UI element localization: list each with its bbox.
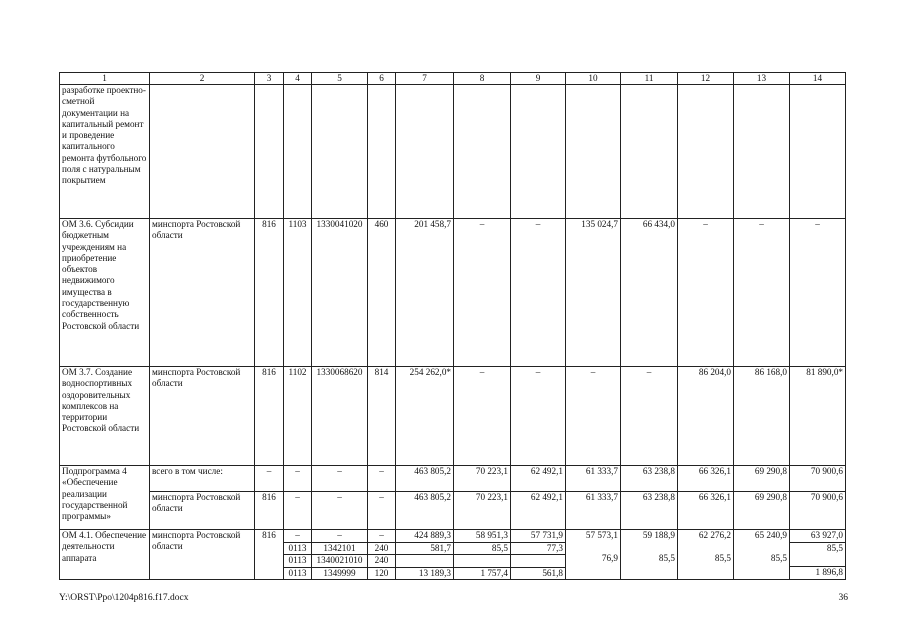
measure-name: ОМ 3.7. Создание водноспортивных оздоровительных комплексов на территории Ростовской области	[60, 367, 150, 466]
value-cell	[734, 542, 789, 554]
csr-code: –	[337, 530, 342, 540]
value-cell: –	[511, 219, 566, 367]
value-cell: 63 238,8	[621, 466, 678, 492]
csr-code: 1330041020	[312, 219, 368, 367]
vr-code: 814	[368, 367, 396, 466]
value-cell: 69 290,8	[734, 492, 790, 530]
rz-code: 0113	[284, 554, 311, 567]
vr-code: –	[368, 492, 396, 530]
value-cell: 70 223,1	[454, 466, 511, 492]
col-header: 8	[454, 73, 511, 85]
col-header: 3	[255, 73, 284, 85]
value-cell: 62 492,1	[511, 492, 566, 530]
value-cell: 61 333,7	[566, 466, 621, 492]
value-cell	[621, 565, 677, 577]
value-cell: 85,5	[714, 553, 731, 563]
vr-code	[368, 85, 396, 219]
csr-code: –	[312, 492, 368, 530]
value-cell: 85,5	[454, 542, 510, 555]
value-cell: 1 757,4	[454, 567, 510, 580]
value-cell: –	[678, 219, 734, 367]
header-row	[60, 73, 846, 85]
value-cell: 424 889,3	[414, 530, 451, 540]
value-cell: –	[790, 219, 846, 367]
value-cell	[734, 85, 790, 219]
v7-subcells	[396, 530, 454, 580]
value-cell: 66 326,1	[678, 466, 734, 492]
value-cell: 70 900,6	[790, 492, 846, 530]
vr-code: 460	[368, 219, 396, 367]
value-cell	[454, 85, 511, 219]
col-header: 9	[511, 73, 566, 85]
vr-code: 120	[368, 567, 395, 580]
csr-code: –	[312, 466, 368, 492]
value-cell	[566, 565, 620, 577]
rz-subcells	[284, 530, 312, 580]
rz-code	[284, 85, 312, 219]
value-cell: –	[566, 367, 621, 466]
value-cell: –	[734, 219, 790, 367]
value-cell: 85,5	[770, 553, 787, 563]
value-cell: 62 276,2	[698, 530, 731, 540]
rz-code: –	[295, 530, 300, 540]
value-cell	[621, 85, 678, 219]
col-header: 1	[60, 73, 150, 85]
value-cell: 135 024,7	[566, 219, 621, 367]
value-cell	[678, 542, 733, 554]
value-cell: 61 333,7	[566, 492, 621, 530]
executor: минспорта Ростовской области	[150, 492, 255, 530]
col-header: 10	[566, 73, 621, 85]
value-cell	[454, 554, 510, 567]
col-header: 11	[621, 73, 678, 85]
col-header: 2	[150, 73, 255, 85]
value-cell: –	[454, 219, 511, 367]
vr-code: 240	[368, 542, 395, 555]
executor: минспорта Ростовской области	[150, 367, 255, 466]
value-cell	[678, 85, 734, 219]
csr-code: 1340021010	[312, 554, 367, 567]
grbs-code: 816	[255, 492, 284, 530]
rz-code: –	[284, 466, 312, 492]
grbs-code	[255, 85, 284, 219]
table-row	[60, 492, 846, 530]
table-row	[60, 367, 846, 466]
value-cell	[734, 565, 789, 577]
executor: минспорта Ростовской области	[150, 530, 255, 580]
value-cell: 62 492,1	[511, 466, 566, 492]
v11-subcells	[621, 530, 678, 580]
executor	[150, 85, 255, 219]
table-row	[60, 530, 846, 580]
value-cell: 69 290,8	[734, 466, 790, 492]
table-row	[60, 219, 846, 367]
v13-subcells	[734, 530, 790, 580]
v12-subcells	[678, 530, 734, 580]
value-cell	[511, 85, 566, 219]
vr-subcells	[368, 530, 396, 580]
value-cell: –	[511, 367, 566, 466]
v10-subcells	[566, 530, 621, 580]
value-cell: 13 189,3	[396, 567, 453, 580]
col-header: 14	[790, 73, 846, 85]
rz-code: 1103	[284, 219, 312, 367]
col-header: 6	[368, 73, 396, 85]
value-cell: 66 434,0	[621, 219, 678, 367]
value-cell	[790, 554, 845, 566]
rz-code: 0113	[284, 567, 311, 580]
v14-subcells	[790, 530, 846, 580]
value-cell	[566, 542, 620, 554]
v9-subcells	[511, 530, 566, 580]
csr-code: 1330068620	[312, 367, 368, 466]
value-cell: 463 805,2	[396, 466, 454, 492]
value-cell: 86 204,0	[678, 367, 734, 466]
value-cell: 1 896,8	[790, 566, 845, 579]
col-header: 4	[284, 73, 312, 85]
value-cell: 66 326,1	[678, 492, 734, 530]
table-row	[60, 85, 846, 219]
value-cell: 57 731,9	[530, 530, 563, 540]
measure-name: ОМ 4.1. Обеспечение деятельности аппарата	[60, 530, 150, 580]
value-cell	[511, 554, 565, 567]
v8-subcells	[454, 530, 511, 580]
value-cell	[678, 565, 733, 577]
col-header: 7	[396, 73, 454, 85]
csr-subcells	[312, 530, 368, 580]
value-cell: 81 890,0*	[790, 367, 846, 466]
budget-table	[59, 72, 846, 580]
value-cell: 70 900,6	[790, 466, 846, 492]
measure-name: Подпрограмма 4 «Обеспечение реализации государственной программы»	[60, 466, 150, 530]
csr-code: 1349999	[312, 567, 367, 580]
value-cell: 58 951,3	[475, 530, 508, 540]
value-cell: –	[621, 367, 678, 466]
value-cell: 63 927,0	[810, 530, 843, 540]
value-cell: 76,9	[601, 553, 618, 563]
table-row	[60, 466, 846, 492]
grbs-code: 816	[255, 367, 284, 466]
measure-name: разработке проектно-сметной документации на капитальный ремонт и проведение капитального ремонта футбольного поля с натуральным покрытием	[60, 85, 150, 219]
value-cell	[396, 85, 454, 219]
col-header: 5	[312, 73, 368, 85]
value-cell: 59 188,9	[642, 530, 675, 540]
rz-code: 0113	[284, 542, 311, 555]
value-cell	[396, 554, 453, 567]
csr-code	[312, 85, 368, 219]
value-cell: 254 262,0*	[396, 367, 454, 466]
value-cell: 581,7	[396, 542, 453, 555]
grbs-code: 816	[255, 219, 284, 367]
value-cell	[621, 542, 677, 554]
value-cell: 65 240,9	[754, 530, 787, 540]
executor: всего в том числе:	[150, 466, 255, 492]
value-cell: 201 458,7	[396, 219, 454, 367]
csr-code: 1342101	[312, 542, 367, 555]
rz-code: –	[284, 492, 312, 530]
document-file-path: Y:\ORST\Ppo\1204p816.f17.docx	[59, 593, 189, 603]
col-header: 13	[734, 73, 790, 85]
value-cell: 463 805,2	[396, 492, 454, 530]
value-cell: 57 573,1	[585, 530, 618, 540]
value-cell: –	[454, 367, 511, 466]
measure-name: ОМ 3.6. Субсидии бюджетным учреждениям на приобретение объектов недвижимого имущества в государственную собственность Ростовской области	[60, 219, 150, 367]
value-cell: 85,5	[790, 542, 845, 555]
value-cell: 63 238,8	[621, 492, 678, 530]
grbs-code: 816	[255, 530, 284, 580]
vr-code: –	[368, 466, 396, 492]
value-cell: 561,8	[511, 567, 565, 580]
value-cell	[790, 85, 846, 219]
value-cell: 77,3	[511, 542, 565, 555]
vr-code: 240	[368, 554, 395, 567]
rz-code: 1102	[284, 367, 312, 466]
value-cell: 70 223,1	[454, 492, 511, 530]
grbs-code: –	[255, 466, 284, 492]
value-cell: 85,5	[658, 553, 675, 563]
value-cell: 86 168,0	[734, 367, 790, 466]
vr-code: –	[379, 530, 384, 540]
executor: минспорта Ростовской области	[150, 219, 255, 367]
value-cell	[566, 85, 621, 219]
page-number: 36	[838, 593, 848, 603]
col-header: 12	[678, 73, 734, 85]
